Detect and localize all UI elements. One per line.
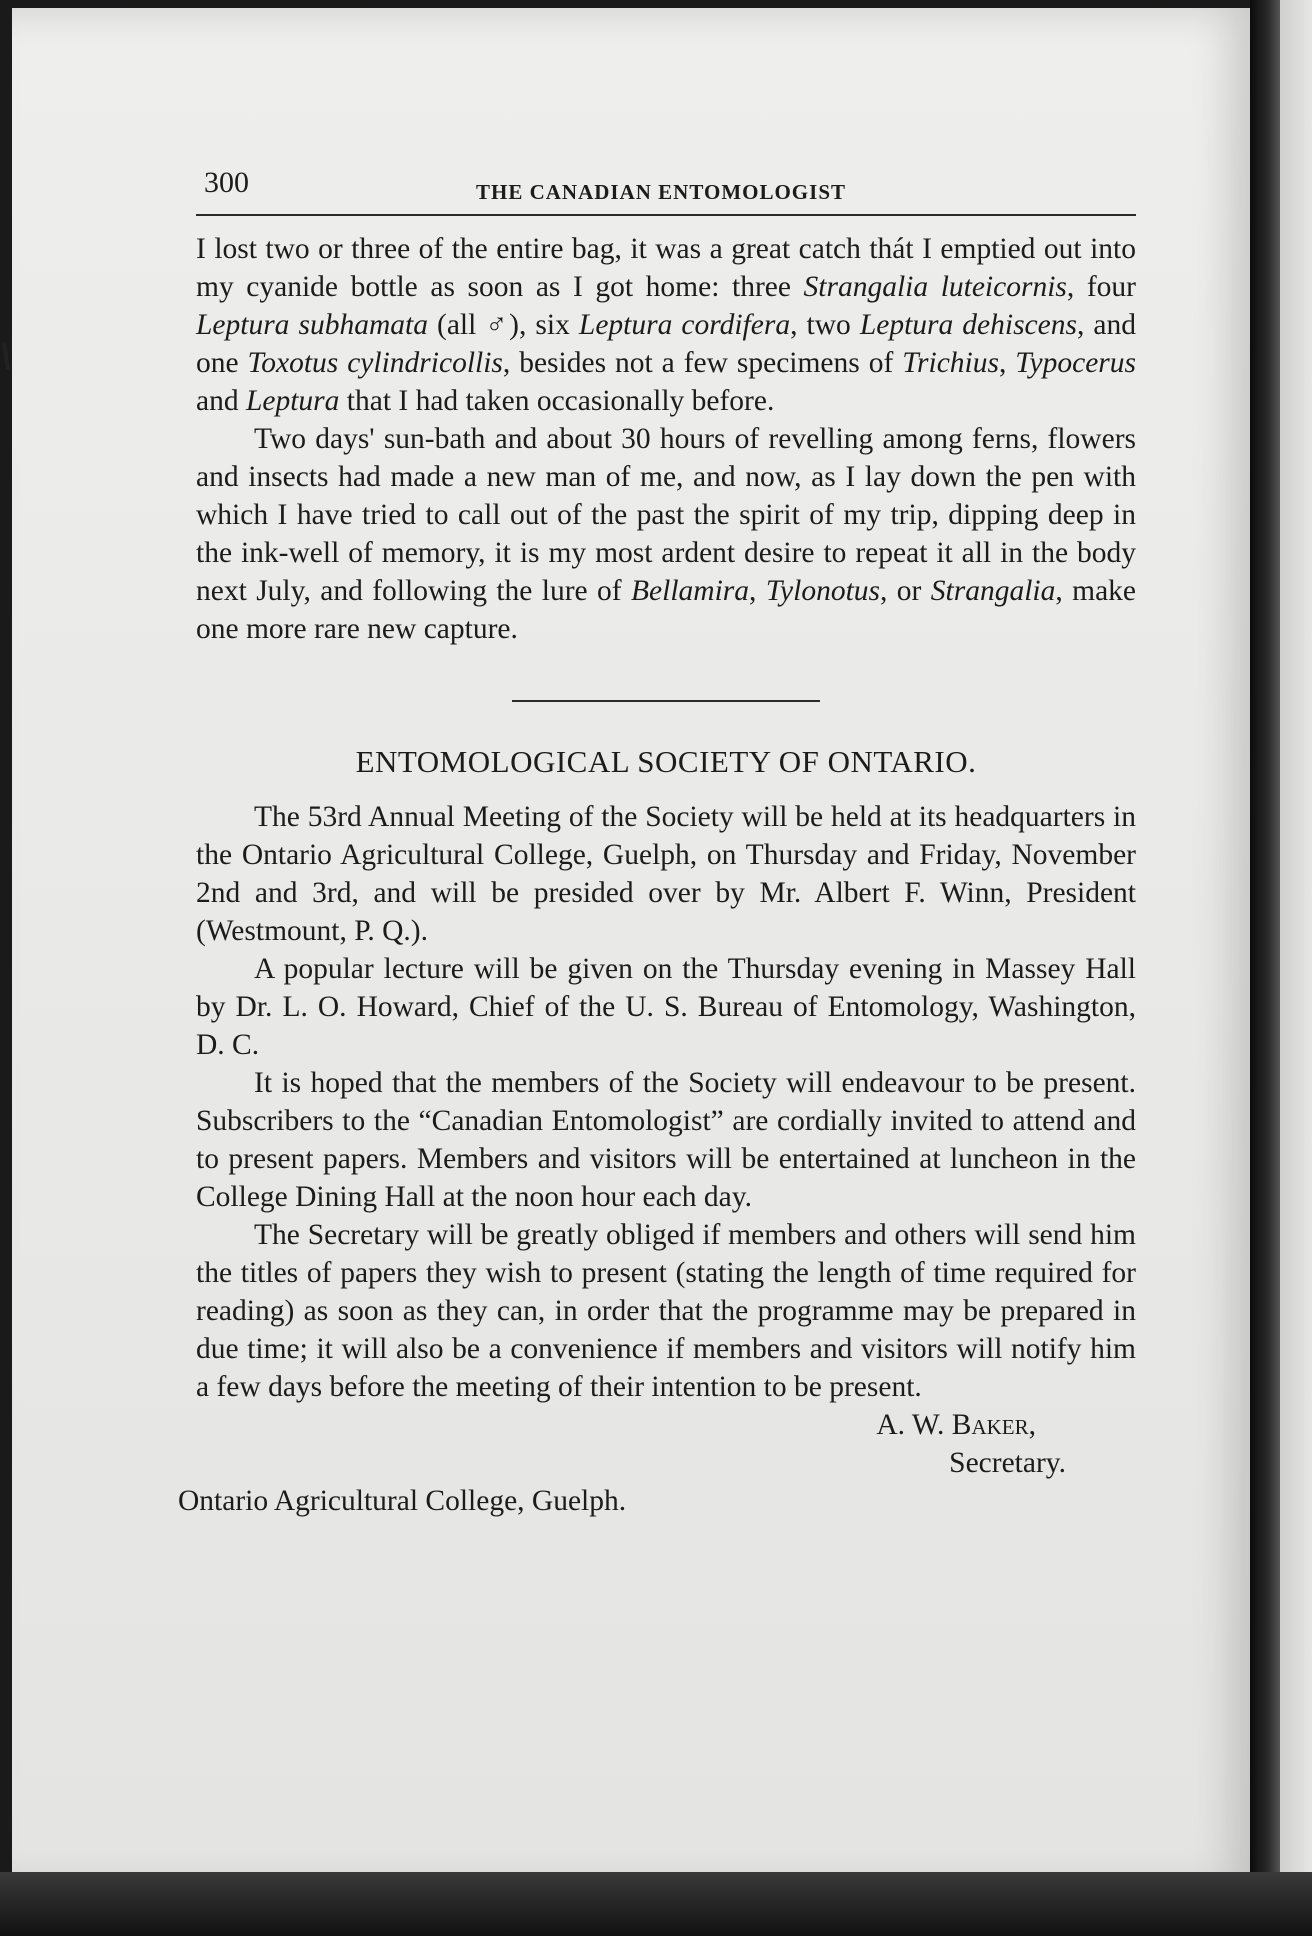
species-name: Strangalia bbox=[930, 575, 1056, 607]
journal-title: THE CANADIAN ENTOMOLOGIST bbox=[476, 180, 847, 204]
section-divider bbox=[512, 700, 820, 702]
signature-name bbox=[196, 1406, 1136, 1444]
paragraph-catch bbox=[196, 230, 1136, 420]
book-gutter-shadow bbox=[1250, 0, 1280, 1936]
text-segment: , bbox=[998, 347, 1016, 379]
text-segment: , bbox=[749, 575, 766, 607]
scan-bottom-border bbox=[0, 1872, 1312, 1936]
species-name: Typocerus bbox=[1015, 347, 1137, 379]
species-name: Leptura cordifera bbox=[578, 309, 791, 341]
species-name: Toxotus cylindricollis bbox=[247, 347, 503, 379]
text-segment: , four bbox=[1066, 271, 1136, 303]
page-number: 300 bbox=[204, 166, 249, 199]
species-name: Trichius bbox=[902, 347, 999, 379]
species-name: Strangalia luteicornis bbox=[803, 271, 1067, 303]
paragraph-revelling bbox=[196, 420, 1136, 648]
paragraph-popular-lecture: A popular lecture will be given on the Thursday evening in Massey Hall by Dr. L. O. Howard, Chief of the U. S. Bureau of Entomology, Washington, D. C. bbox=[196, 953, 1136, 1061]
paragraph-papers-request: The Secretary will be greatly obliged if members and others will send him the titles of papers they wish to present (stating the length of time required for reading) as soon as they can, in order that the programme may be prepared in due time; it will also be a convenience if members and visitors will notify him a few days before the meeting of their intention to be present. bbox=[196, 1219, 1136, 1403]
section-title: ENTOMOLOGICAL SOCIETY OF ONTARIO. bbox=[355, 744, 977, 779]
text-segment: Two days' sun-bath and about 30 hours of revelling among ferns, flowers and insects had made a new man of me, and now, as I lay down the pen with which I have tried to call out of the past the spirit of my trip, dipping deep in the ink-well of memory, it is my most ardent desire to repeat it all in the body next July, and following the lure of bbox=[196, 423, 1136, 607]
species-name: Leptura dehiscens bbox=[859, 309, 1077, 341]
text-segment: , two bbox=[790, 309, 860, 341]
text-segment: , make one more rare new capture. bbox=[196, 575, 1137, 645]
text-segment: , or bbox=[880, 575, 931, 607]
species-name: Leptura bbox=[245, 385, 340, 417]
signature-name-text: A. W. Baker, bbox=[876, 1409, 1036, 1441]
paragraph-annual-meeting: The 53rd Annual Meeting of the Society will be held at its headquarters in the Ontario Agricultural College, Guelph, on Thursday and Friday, November 2nd and 3rd, and will be presided over by Mr. Albert F. Winn, President (Westmount, P. Q.). bbox=[196, 801, 1136, 947]
page-content bbox=[178, 162, 1137, 1520]
text-segment: (all ♂), six bbox=[427, 309, 579, 341]
species-name: Leptura subhamata bbox=[196, 309, 428, 341]
text-segment: , and one bbox=[196, 309, 1137, 379]
signature-address: Ontario Agricultural College, Guelph. bbox=[178, 1485, 627, 1517]
text-segment: and bbox=[196, 385, 246, 417]
paragraph-attendance: It is hoped that the members of the Society will endeavour to be present. Subscribers to the “Canadian Entomologist” are cordially invited to attend and to present papers. Members and visitors will be entertained at luncheon in the College Dining Hall at the noon hour each day. bbox=[196, 1067, 1136, 1213]
running-header bbox=[196, 162, 1136, 216]
adjacent-page-edge bbox=[1280, 0, 1312, 1936]
text-segment: , besides not a few specimens of bbox=[502, 347, 903, 379]
species-name: Tylonotus bbox=[765, 575, 880, 607]
text-segment: I lost two or three of the entire bag, it was a great catch thát I emptied out into my cyanide bottle as soon as I got home: three bbox=[196, 233, 1136, 303]
species-name: Bellamira bbox=[631, 575, 750, 607]
text-segment: that I had taken occasionally before. bbox=[339, 385, 775, 417]
scan-mark bbox=[2, 342, 10, 370]
signature-role: Secretary. bbox=[949, 1447, 1066, 1479]
